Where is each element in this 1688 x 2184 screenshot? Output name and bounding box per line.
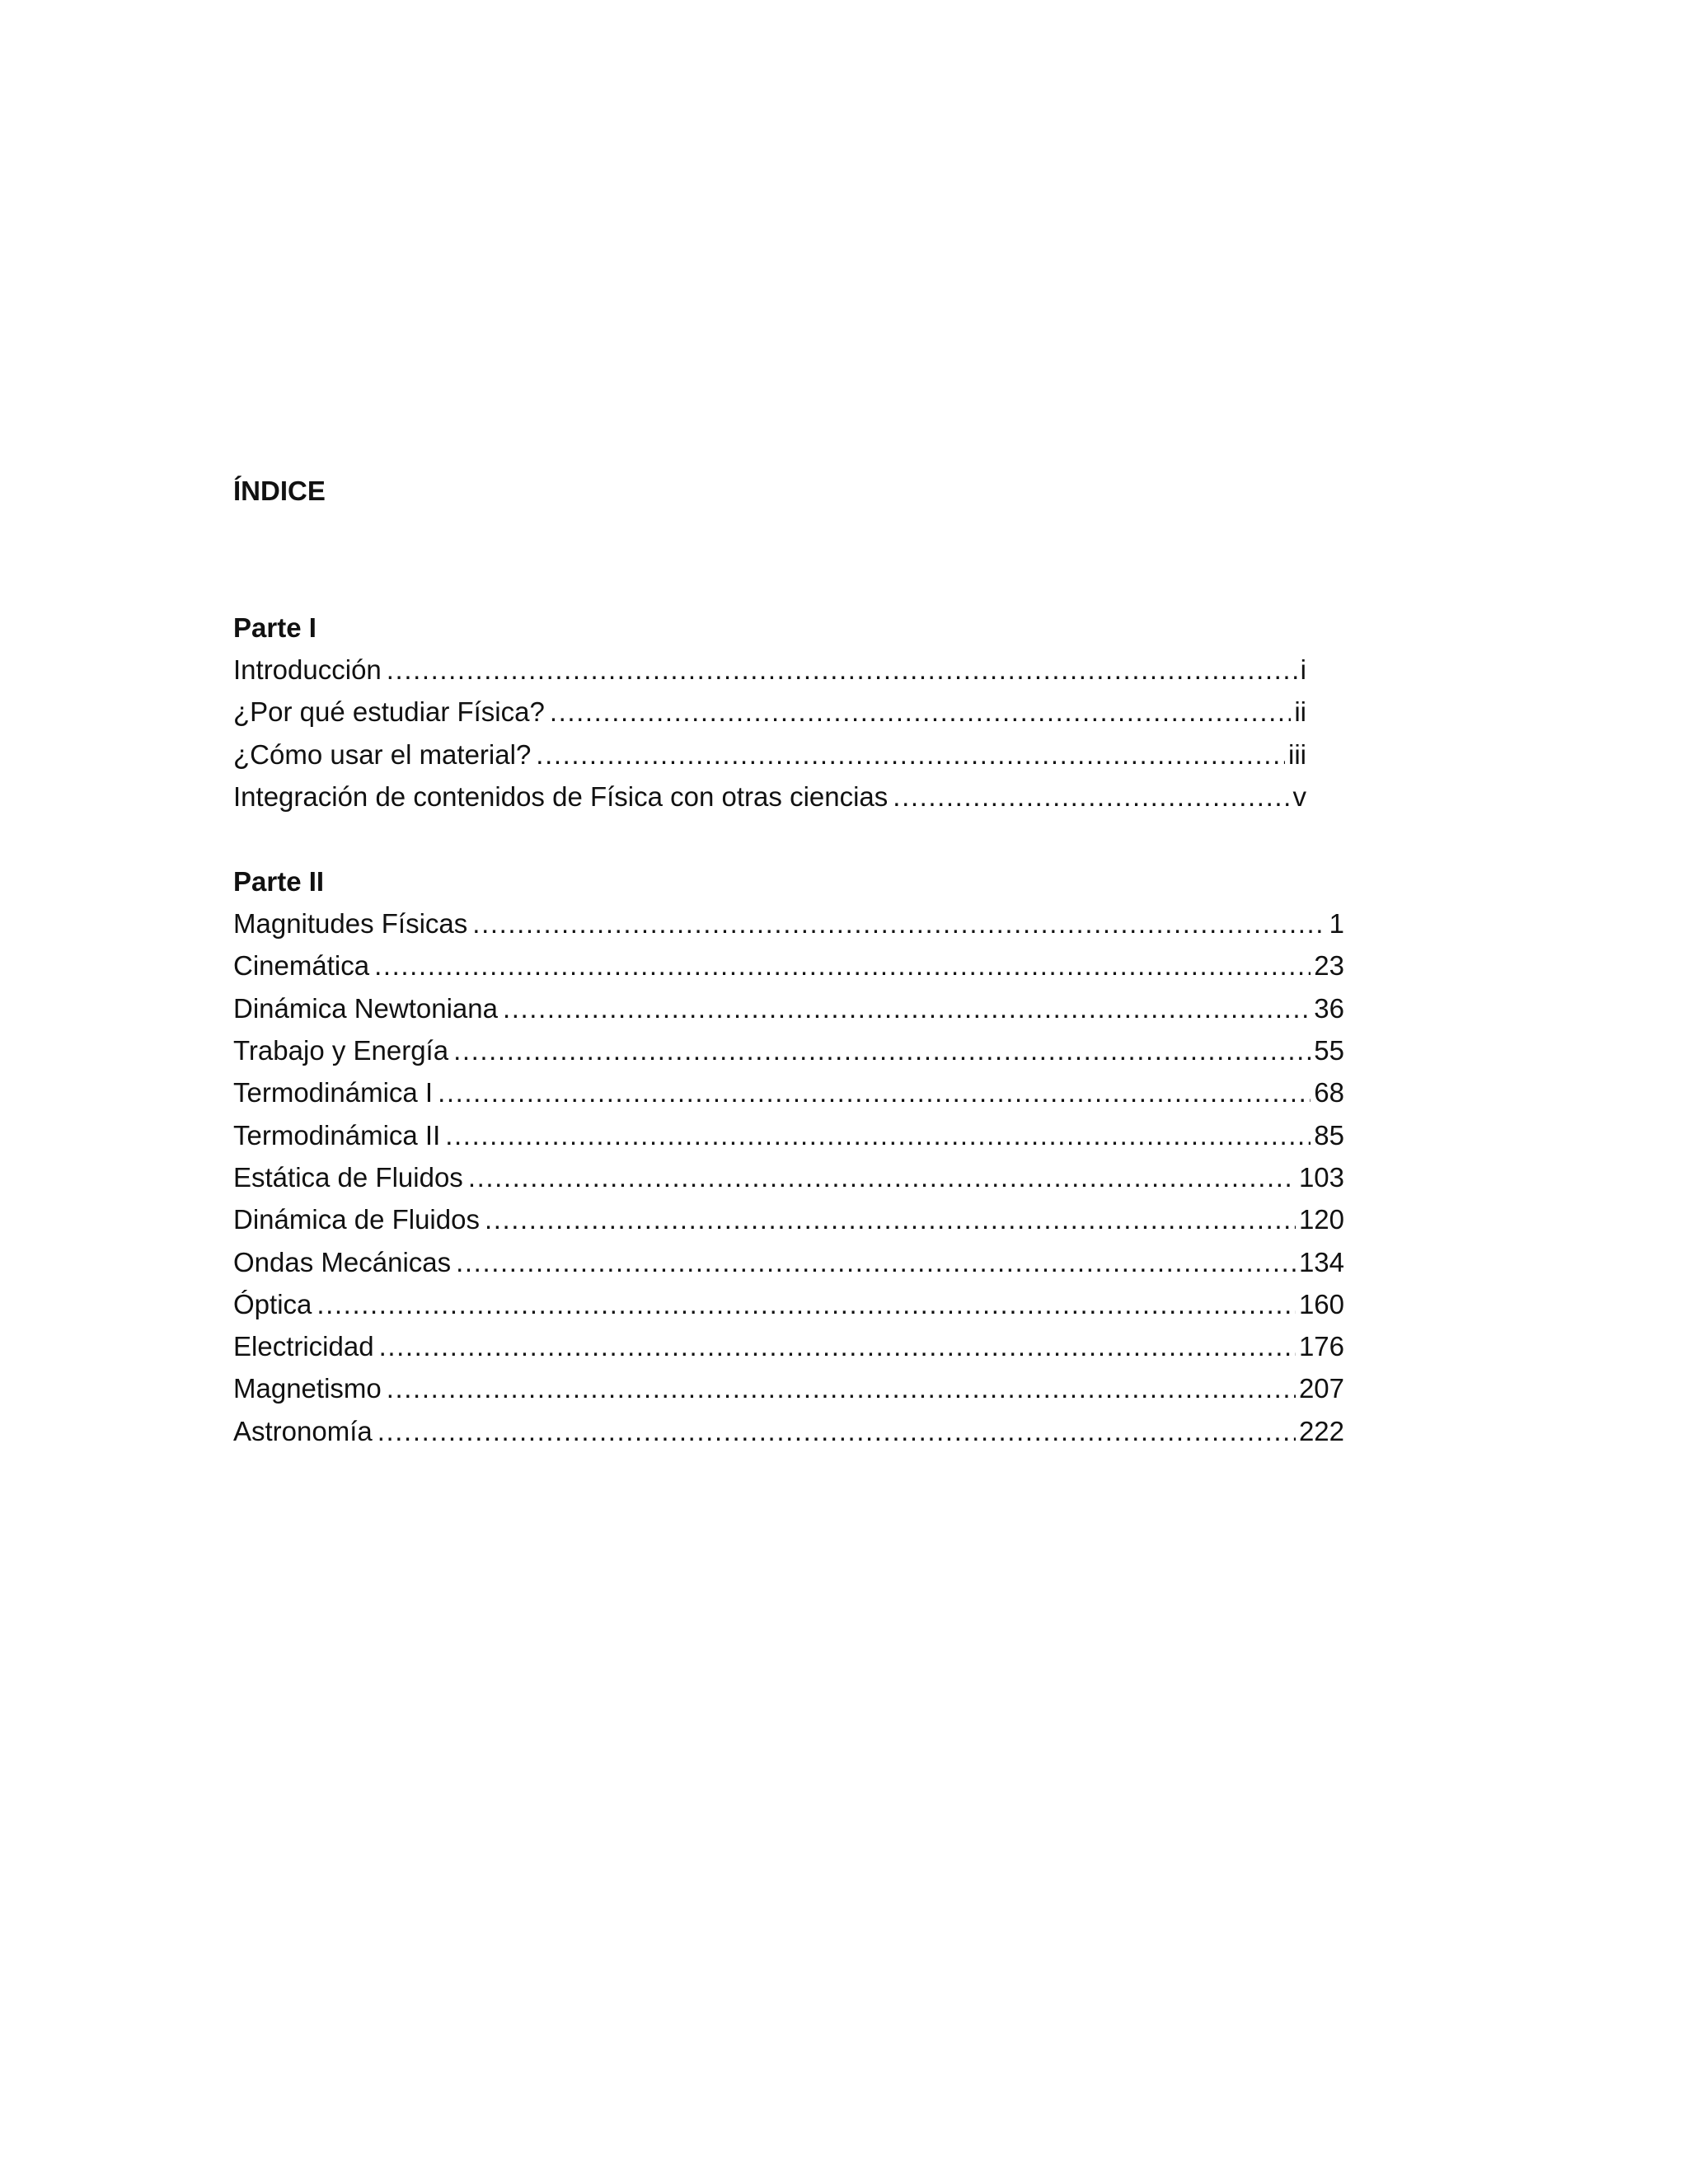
toc-entry-title: ¿Por qué estudiar Física? <box>233 696 545 728</box>
dot-leader <box>453 1029 1311 1071</box>
toc-entry-title: Termodinámica II <box>233 1119 441 1151</box>
toc-entry-termodinamica-i <box>233 1071 1344 1113</box>
toc-entry-estatica-de-fluidos <box>233 1156 1344 1198</box>
toc-entry-magnitudes-fisicas <box>233 902 1344 944</box>
dot-leader <box>485 1198 1296 1240</box>
toc-entry-page: 103 <box>1298 1161 1344 1193</box>
toc-entry-page: 36 <box>1314 992 1344 1024</box>
toc-entry-title: Astronomía <box>233 1415 373 1446</box>
toc-entry-cinematica <box>233 944 1344 987</box>
toc-entry-integracion-de-contenidos <box>233 776 1306 818</box>
toc-entry-termodinamica-ii <box>233 1114 1344 1156</box>
toc-entry-page: 160 <box>1298 1288 1344 1319</box>
toc-entry-title: Dinámica Newtoniana <box>233 992 498 1024</box>
toc-entry-page: i <box>1300 654 1306 685</box>
toc-entry-page: 55 <box>1314 1035 1344 1066</box>
toc-section-parte-ii <box>233 860 1387 1452</box>
toc-entry-page: 120 <box>1298 1204 1344 1235</box>
toc-entry-page: 23 <box>1314 950 1344 982</box>
dot-leader <box>316 1283 1296 1325</box>
toc-entry-title: Cinemática <box>233 950 370 982</box>
dot-leader <box>893 776 1289 818</box>
dot-leader <box>468 1156 1296 1198</box>
toc-entry-title: Dinámica de Fluidos <box>233 1204 480 1235</box>
dot-leader <box>377 1410 1296 1452</box>
toc-entry-page: 85 <box>1314 1119 1344 1151</box>
dot-leader <box>503 987 1311 1029</box>
toc-entry-introduccion <box>233 649 1306 691</box>
toc-entry-title: Trabajo y Energía <box>233 1035 449 1066</box>
toc-entry-title: Integración de contenidos de Física con otras ciencias <box>233 780 889 812</box>
toc-entry-por-que-estudiar-fisica <box>233 691 1306 733</box>
toc-entry-page: 176 <box>1298 1331 1344 1362</box>
toc-entry-page: v <box>1292 780 1306 812</box>
toc-entry-title: Magnetismo <box>233 1373 382 1404</box>
dot-leader <box>472 902 1325 944</box>
toc-entry-title: Magnitudes Físicas <box>233 908 468 940</box>
page-title: ÍNDICE <box>233 476 326 506</box>
dot-leader <box>387 1367 1296 1409</box>
toc-entry-page: 134 <box>1298 1246 1344 1277</box>
toc-entry-electricidad <box>233 1325 1344 1367</box>
toc-entry-title: Ondas Mecánicas <box>233 1246 452 1277</box>
toc-entry-title: Introducción <box>233 654 382 685</box>
dot-leader <box>387 649 1297 691</box>
toc-entry-magnetismo <box>233 1367 1344 1409</box>
section-heading: Parte II <box>233 866 325 898</box>
toc-entry-page: 1 <box>1329 908 1344 940</box>
toc-entry-page: 68 <box>1314 1077 1344 1108</box>
dot-leader <box>445 1114 1311 1156</box>
toc-entry-page: 222 <box>1298 1415 1344 1446</box>
toc-section-parte-i <box>233 607 1387 818</box>
toc-entry-trabajo-y-energia <box>233 1029 1344 1071</box>
toc-entry-title: Termodinámica I <box>233 1077 434 1108</box>
dot-leader <box>550 691 1291 733</box>
toc-entry-ondas-mecanicas <box>233 1241 1344 1283</box>
toc-entry-dinamica-de-fluidos <box>233 1198 1344 1240</box>
toc-entry-title: Óptica <box>233 1288 312 1319</box>
dot-leader <box>438 1071 1311 1113</box>
toc-entry-page: 207 <box>1298 1373 1344 1404</box>
toc-entry-page: ii <box>1294 696 1306 728</box>
toc-entry-astronomia <box>233 1410 1344 1452</box>
toc-entry-title: Electricidad <box>233 1331 374 1362</box>
dot-leader <box>456 1241 1296 1283</box>
toc-entry-como-usar-el-material <box>233 733 1306 776</box>
toc-entry-optica <box>233 1283 1344 1325</box>
toc-entry-page: iii <box>1288 738 1306 770</box>
toc-entry-title: ¿Cómo usar el material? <box>233 738 532 770</box>
table-of-contents <box>233 466 1387 1452</box>
toc-entry-dinamica-newtoniana <box>233 987 1344 1029</box>
dot-leader <box>374 944 1311 987</box>
toc-entry-title: Estática de Fluidos <box>233 1161 463 1193</box>
section-heading: Parte I <box>233 612 316 643</box>
dot-leader <box>379 1325 1296 1367</box>
dot-leader <box>536 733 1285 776</box>
